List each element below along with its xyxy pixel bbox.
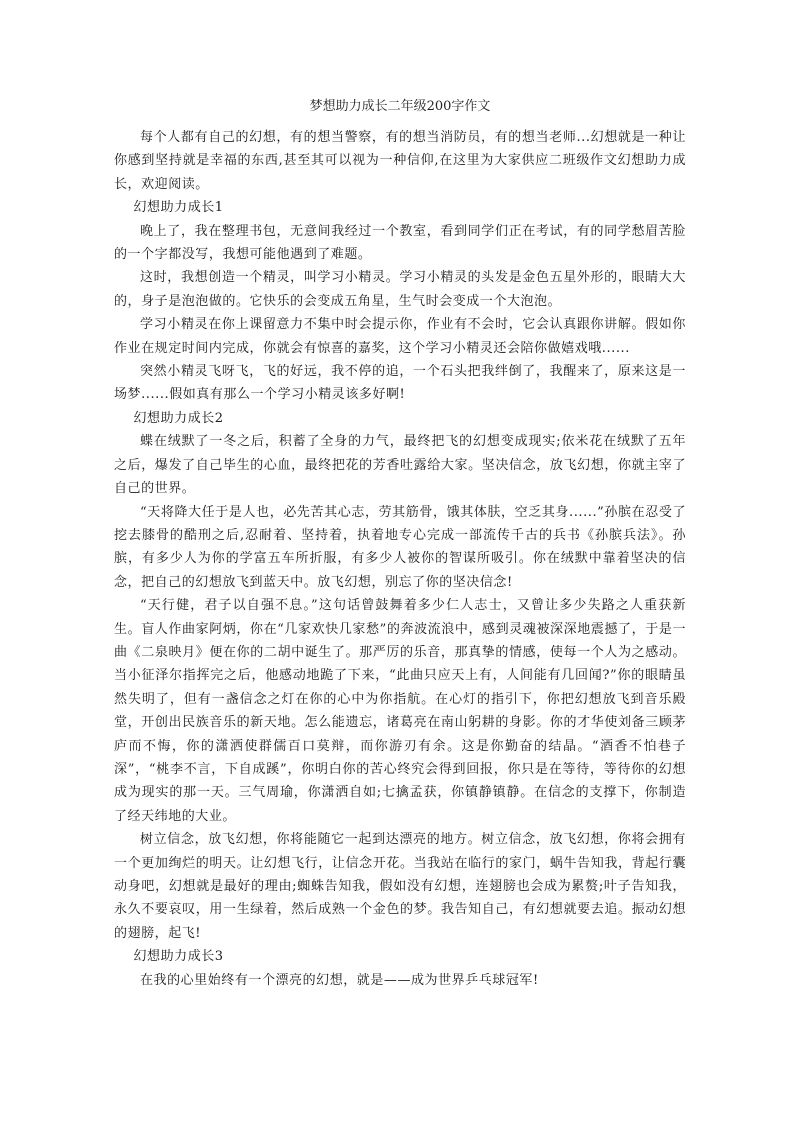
body-paragraph: 在我的心里始终有一个漂亮的幻想，就是——成为世界乒乓球冠军! xyxy=(140,972,539,988)
document-body xyxy=(114,126,686,992)
body-paragraph: 每个人都有自己的幻想，有的想当警察，有的想当消防员，有的想当老师...幻想就是一种让你感到坚持就是幸福的东西,甚至其可以视为一种信仰,在这里为大家供应二班级作文幻想助力成长，欢迎阅读。 xyxy=(114,130,686,192)
section-heading: 幻想助力成长3 xyxy=(133,949,224,965)
body-paragraph: 这时，我想创造一个精灵，叫学习小精灵。学习小精灵的头发是金色五星外形的，眼睛大大的，身子是泡泡做的。它快乐的会变成五角星，生气时会变成一个大泡泡。 xyxy=(114,270,686,309)
body-paragraph: 晚上了，我在整理书包，无意间我经过一个教室，看到同学们正在考试，有的同学愁眉苦脸的一个字都没写，我想可能他遇到了难题。 xyxy=(114,223,686,263)
body-paragraph: “天行健，君子以自强不息。”这句话曾鼓舞着多少仁人志士，又曾让多少失路之人重获新生。盲人作曲家阿炳，你在“几家欢快几家愁”的奔波流浪中，感到灵魂被深深地震撼了，于是一曲《二泉映月》便在你的二胡中诞生了。那严厉的乐音，那真挚的情感，使每一个人为之感动。当小征泽尔指挥完之后，他感动地跪了下来，“此曲只应天上有，人间能有几回闻?”你的眼睛虽然失明了，但有一盏信念之灯在你的心中为你指航。在心灯的指引下，你把幻想放飞到音乐殿堂，开创出民族音乐的新天地。怎么能遗忘，诸葛亮在南山躬耕的身影。你的才华使刘备三顾茅庐而不悔，你的潇洒使群儒百口莫辩，而你游刃有余。这是你勤奋的结晶。“酒香不怕巷子深”，“桃李不言，下自成蹊”，你明白你的苦心终究会得到回报，你只是在等待，等待你的幻想成为现实的那一天。三气周瑜，你潇洒自如;七擒孟获，你镇静镇静。在信念的支撑下，你制造了经天纬地的大业。 xyxy=(114,598,686,824)
body-paragraph: 学习小精灵在你上课留意力不集中时会提示你，作业有不会时，它会认真跟你讲解。假如你作业在规定时间内完成，你就会有惊喜的嘉奖，这个学习小精灵还会陪你做嬉戏哦...... xyxy=(114,317,686,356)
document-title: 梦想助力成长二年级200字作文 xyxy=(309,99,491,114)
body-paragraph: “天将降大任于是人也，必先苦其心志，劳其筋骨，饿其体肤，空乏其身......”孙膑在忍受了挖去膝骨的酷刑之后,忍耐着、坚持着，执着地专心完成一部流传千古的兵书《孙膑兵法》。孙膑，有多少人为你的学富五车所折服，有多少人被你的智谋所吸引。你在绒默中靠着坚决的信念，把自己的幻想放飞到蓝天中。放飞幻想，别忘了你的坚决信念! xyxy=(114,504,686,590)
section-heading: 幻想助力成长1 xyxy=(133,200,224,216)
body-paragraph: 树立信念，放飞幻想，你将能随它一起到达漂亮的地方。树立信念，放飞幻想，你将会拥有一个更加绚烂的明天。让幻想飞行，让信念开花。当我站在临行的家门，蜗牛告知我，背起行囊动身吧，幻想就是最好的理由;蜘蛛告知我，假如没有幻想，连翅膀也会成为累赘;叶子告知我，永久不要哀叹，用一生绿着，然后成熟一个金色的梦。我告知自己，有幻想就要去追。振动幻想的翅膀，起飞! xyxy=(114,832,686,941)
section-heading: 幻想助力成长2 xyxy=(133,410,224,426)
body-paragraph: 突然小精灵飞呀飞，飞的好远，我不停的追，一个石头把我绊倒了，我醒来了，原来这是一场梦......假如真有那么一个学习小精灵该多好啊! xyxy=(114,364,686,403)
body-paragraph: 蝶在绒默了一冬之后，积蓄了全身的力气，最终把飞的幻想变成现实;依米花在绒默了五年之后，爆发了自己毕生的心血，最终把花的芳香吐露给大家。坚决信念，放飞幻想，你就主宰了自己的世界。 xyxy=(114,434,686,497)
